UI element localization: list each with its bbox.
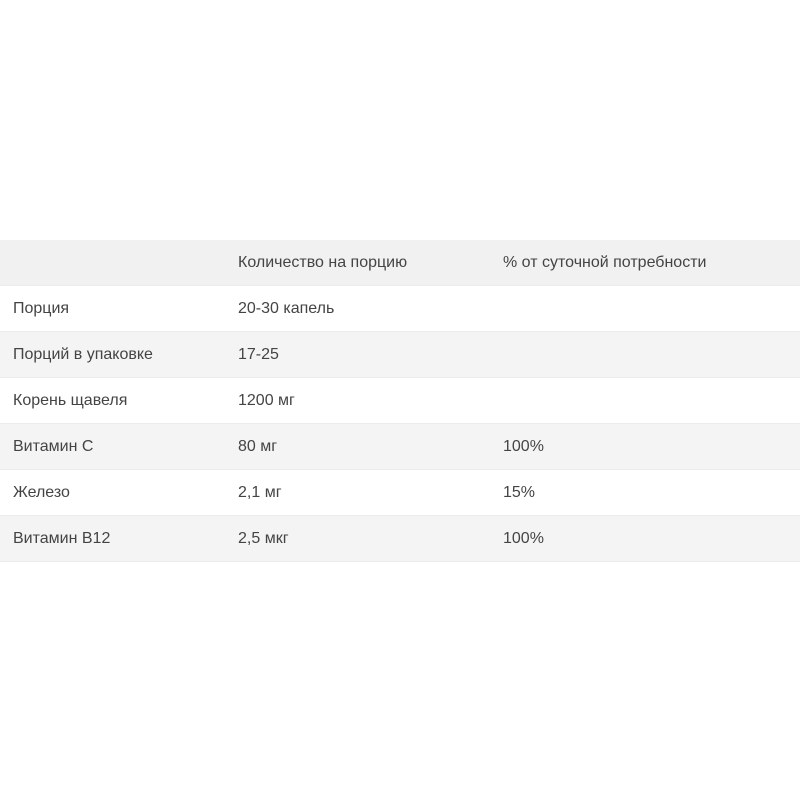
cell-daily-value: 100% [503, 438, 544, 455]
cell-amount: 20-30 капель [238, 300, 335, 317]
cell-name: Порций в упаковке [13, 346, 153, 363]
table-row [0, 286, 800, 332]
cell-name: Витамин С [13, 438, 94, 455]
table-row [0, 378, 800, 424]
cell-amount: 1200 мг [238, 392, 295, 409]
cell-amount: 2,5 мкг [238, 530, 289, 547]
cell-name: Витамин В12 [13, 530, 111, 547]
cell-amount: 2,1 мг [238, 484, 282, 501]
cell-name: Порция [13, 300, 70, 317]
table-row [0, 516, 800, 562]
cell-name: Железо [13, 484, 70, 501]
nutrition-table [0, 240, 800, 562]
table-row [0, 470, 800, 516]
table-row [0, 332, 800, 378]
cell-name: Корень щавеля [13, 392, 128, 409]
table-row [0, 424, 800, 470]
cell-daily-value: 100% [503, 530, 544, 547]
header-cell-amount: Количество на порцию [238, 254, 408, 271]
cell-daily-value: 15% [503, 484, 536, 501]
table-header-row [0, 240, 800, 286]
header-cell-daily-value: % от суточной потребности [503, 254, 707, 271]
cell-amount: 80 мг [238, 438, 278, 455]
cell-amount: 17-25 [238, 346, 279, 363]
